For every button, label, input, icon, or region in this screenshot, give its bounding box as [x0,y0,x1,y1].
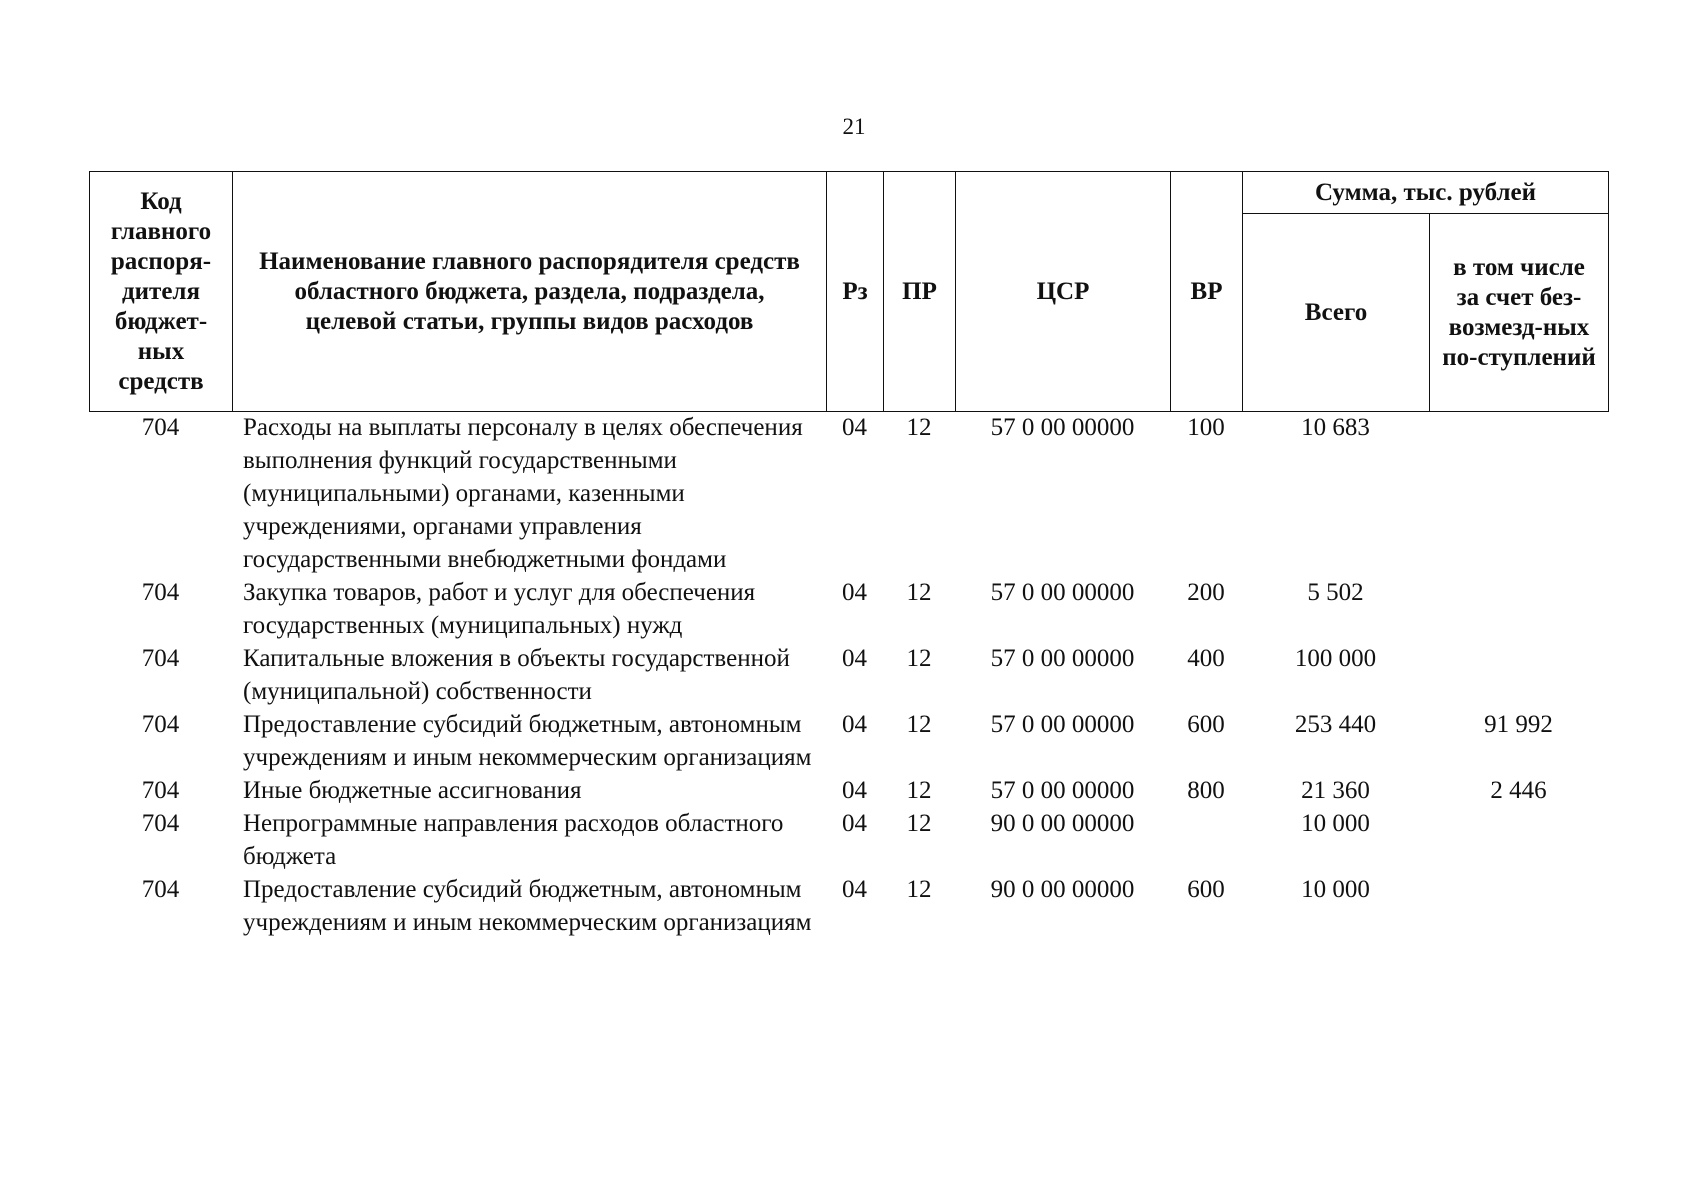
vr-cell [1170,807,1242,873]
code-cell: 704 [141,645,180,672]
table-row [89,873,1608,939]
header-rz: Рз [827,172,884,412]
name-cell: Расходы на выплаты персоналу в целях обеспечения выполнения функций государственными (муниципальными) органами, казенными учреждениями, органами управления государственными внебюджетными фондами [243,414,803,573]
code-cell: 704 [141,876,180,903]
code-cell: 704 [141,711,180,738]
header-name: Наименование главного распорядителя средств областного бюджета, раздела, подраздела, целевой статьи, группы видов расходов [233,172,827,412]
rz-cell: 04 [842,414,867,441]
total-cell: 21 360 [1301,777,1370,804]
header-pr: ПР [884,172,956,412]
pr-cell: 12 [906,711,932,738]
table-body [89,411,1608,939]
csr-cell: 57 0 00 00000 [990,645,1135,672]
header-code: Код главного распоря-дителя бюджет-ных средств [90,172,233,412]
pr-cell: 12 [906,876,932,903]
pr-cell: 12 [906,414,932,441]
code-cell: 704 [141,777,180,804]
csr-cell: 57 0 00 00000 [990,777,1135,804]
name-cell: Иные бюджетные ассигнования [243,777,582,804]
total-cell: 5 502 [1307,579,1364,606]
header-sum: Сумма, тыс. рублей [1243,172,1609,214]
vr-cell: 600 [1187,711,1225,738]
name-cell: Капитальные вложения в объекты государственной (муниципальной) собственности [243,645,790,705]
free-cell [1429,873,1608,939]
pr-cell: 12 [906,645,932,672]
rz-cell: 04 [842,777,867,804]
vr-cell: 200 [1187,579,1225,606]
table-row [89,642,1608,708]
csr-cell: 90 0 00 00000 [990,876,1135,903]
table-row [89,576,1608,642]
pr-cell: 12 [906,579,932,606]
name-cell: Закупка товаров, работ и услуг для обеспечения государственных (муниципальных) нужд [243,579,756,639]
name-cell: Предоставление субсидий бюджетным, автономным учреждениям и иным некоммерческим организациям [243,711,812,771]
header-vr: ВР [1171,172,1243,412]
total-cell: 10 000 [1301,810,1370,837]
free-cell [1429,411,1608,576]
free-cell [1429,576,1608,642]
total-cell: 253 440 [1294,711,1377,738]
vr-cell: 800 [1187,777,1225,804]
rz-cell: 04 [842,876,867,903]
name-cell: Предоставление субсидий бюджетным, автономным учреждениям и иным некоммерческим организациям [243,876,812,936]
free-cell [1429,807,1608,873]
table-header [89,171,1609,412]
pr-cell: 12 [906,810,932,837]
code-cell: 704 [141,579,180,606]
name-cell: Непрограммные направления расходов областного бюджета [243,810,784,870]
page-number: 21 [842,114,866,139]
total-cell: 10 000 [1301,876,1370,903]
table-row [89,807,1608,873]
vr-cell: 100 [1187,414,1225,441]
csr-cell: 57 0 00 00000 [990,414,1135,441]
total-cell: 10 683 [1301,414,1370,441]
table-row [89,708,1608,774]
vr-cell: 600 [1187,876,1225,903]
rz-cell: 04 [842,711,867,738]
code-cell: 704 [141,810,180,837]
csr-cell: 57 0 00 00000 [990,711,1135,738]
free-cell: 91 992 [1484,711,1553,738]
code-cell: 704 [141,414,180,441]
header-csr: ЦСР [956,172,1171,412]
csr-cell: 57 0 00 00000 [990,579,1135,606]
table-row [89,774,1608,807]
table-row [89,411,1608,576]
free-cell [1429,642,1608,708]
header-total: Всего [1243,214,1430,412]
header-free: в том числе за счет без-возмезд-ных по-ступлений [1430,214,1609,412]
vr-cell: 400 [1187,645,1225,672]
free-cell: 2 446 [1490,777,1547,804]
pr-cell: 12 [906,777,932,804]
total-cell: 100 000 [1294,645,1377,672]
rz-cell: 04 [842,579,867,606]
csr-cell: 90 0 00 00000 [990,810,1135,837]
rz-cell: 04 [842,810,867,837]
rz-cell: 04 [842,645,867,672]
